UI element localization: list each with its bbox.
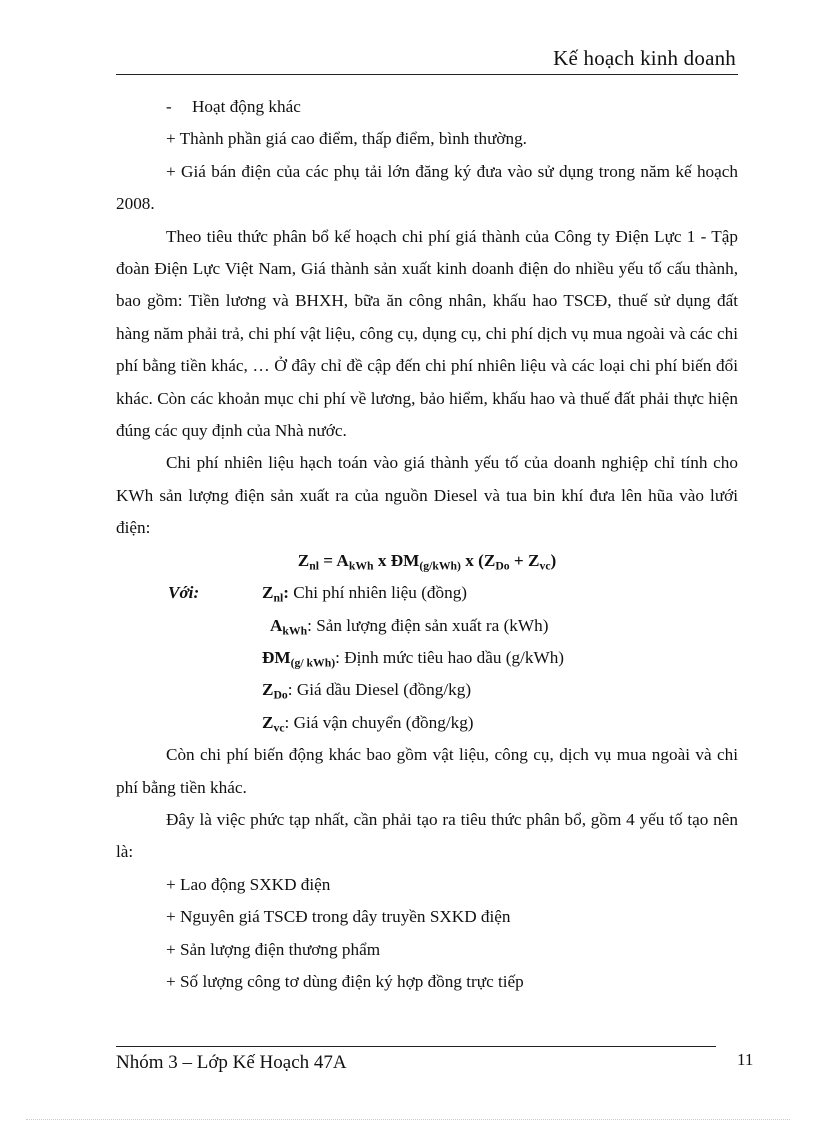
factor-item: + Nguyên giá TSCĐ trong dây truyền SXKD điện bbox=[166, 907, 511, 927]
definition-item bbox=[262, 707, 738, 739]
definition-subscript: nl bbox=[273, 591, 284, 605]
definition-row bbox=[116, 610, 738, 642]
definition-row bbox=[116, 707, 738, 739]
definition-description: Định mức tiêu hao dầu (g/kWh) bbox=[339, 647, 565, 667]
definition-item bbox=[262, 642, 738, 674]
item-other-label: Hoạt động khác bbox=[192, 97, 301, 116]
formula-close: ) bbox=[550, 550, 557, 570]
definition-description: Giá vận chuyển (đồng/kg) bbox=[289, 712, 474, 732]
definition-description: Sản lượng điện sản xuất ra (kWh) bbox=[311, 615, 549, 635]
definition-spacer bbox=[116, 610, 262, 642]
definition-symbol: Z bbox=[262, 712, 274, 732]
formula-times-paren: x ( bbox=[460, 550, 484, 570]
para-fuel-cost: Chi phí nhiên liệu hạch toán vào giá thành yếu tố của doanh nghiệp chỉ tính cho KWh sản lượng điện sản xuất ra của nguồn Diesel và tua bin khí đưa lên hũa vào lưới điện: bbox=[116, 453, 738, 538]
footer-text: Nhóm 3 – Lớp Kế Hoạch 47A bbox=[116, 1052, 347, 1073]
para-large-loads: + Giá bán điện của các phụ tải lớn đăng ký đưa vào sử dụng trong năm kế hoạch 2008. bbox=[116, 161, 738, 214]
formula-dm: ĐM bbox=[390, 550, 420, 570]
definition-spacer bbox=[116, 707, 262, 739]
document-body bbox=[116, 91, 738, 998]
definition-item bbox=[262, 577, 738, 609]
fuel-cost-formula bbox=[116, 545, 738, 577]
item-other bbox=[116, 91, 738, 123]
header-title: Kế hoạch kinh doanh bbox=[553, 46, 736, 70]
factor-item: + Lao động SXKD điện bbox=[166, 874, 331, 894]
definition-symbol: ĐM bbox=[262, 647, 291, 667]
formula-zvc: Z bbox=[528, 550, 540, 570]
para-variable: Còn chi phí biến động khác bao gồm vật liệu, công cụ, dịch vụ mua ngoài và chi phí bằng tiền khác. bbox=[116, 745, 738, 797]
definitions-intro: Với: bbox=[168, 583, 200, 603]
definition-subscript: (g/ kWh) bbox=[290, 656, 336, 670]
definition-separator: : bbox=[307, 615, 312, 635]
definition-subscript: vc bbox=[273, 720, 285, 734]
factor-item: + Số lượng công tơ dùng điện ký hợp đồng trực tiếp bbox=[166, 971, 524, 991]
formula-zdo: Z bbox=[483, 550, 496, 570]
formula-zvc-sub: vc bbox=[539, 558, 551, 572]
definition-subscript: Do bbox=[273, 688, 288, 702]
formula-plus: + bbox=[509, 550, 529, 570]
para-allocation: Theo tiêu thức phân bổ kế hoạch chi phí giá thành của Công ty Điện Lực 1 - Tập đoàn Điện Lực Việt Nam, Giá thành sản xuất kinh doanh điện do nhiều yếu tố cấu thành, bao gồm: Tiền lương và BHXH, bữa ăn công nhân, khấu hao TSCĐ, thuế sử dụng đất hàng năm phải trả, chi phí vật liệu, công cụ, dụng cụ, chi phí dịch vụ mua ngoài và các chi phí bằng tiền khác, … Ở đây chỉ đề cập đến chi phí nhiên liệu và các loại chi phí biến đổi khác. Còn các khoản mục chi phí về lương, bảo hiểm, khấu hao và thuế đất phải thực hiện đúng các quy định của Nhà nước. bbox=[116, 226, 738, 441]
definition-symbol: Z bbox=[262, 680, 274, 700]
formula-a-sub: kWh bbox=[348, 558, 374, 572]
formula-zdo-sub: Do bbox=[495, 558, 510, 572]
definition-symbol: A bbox=[270, 615, 283, 635]
para-complex: Đây là việc phức tạp nhất, cần phải tạo ra tiêu thức phân bổ, gồm 4 yếu tố tạo nên là: bbox=[116, 809, 738, 862]
formula-z: Z bbox=[297, 550, 310, 570]
page-number: 11 bbox=[737, 1050, 754, 1069]
definition-item bbox=[262, 674, 738, 706]
definition-spacer bbox=[116, 674, 262, 706]
definition-separator: : bbox=[284, 712, 290, 732]
factor-item: + Sản lượng điện thương phẩm bbox=[166, 939, 381, 959]
definition-separator: : bbox=[335, 647, 340, 667]
definition-item bbox=[262, 610, 738, 642]
definition-description: Chi phí nhiên liệu (đồng) bbox=[288, 583, 468, 603]
formula-eq: = bbox=[318, 550, 337, 570]
definition-spacer bbox=[116, 642, 262, 674]
formula-a: A bbox=[336, 550, 349, 570]
definition-subscript: kWh bbox=[282, 623, 308, 637]
definition-row bbox=[116, 577, 738, 609]
definition-row bbox=[116, 674, 738, 706]
formula-dm-sub: (g/kWh) bbox=[419, 558, 461, 572]
definition-row bbox=[116, 642, 738, 674]
formula-z-sub: nl bbox=[309, 558, 319, 572]
page-edge-dotted-line bbox=[26, 1119, 790, 1120]
formula-times: x bbox=[373, 550, 391, 570]
dash-bullet: - bbox=[166, 97, 172, 116]
footer-rule bbox=[116, 1046, 716, 1047]
definition-symbol: Z bbox=[262, 583, 274, 603]
definition-separator: : bbox=[283, 583, 289, 603]
header-rule bbox=[116, 74, 738, 75]
line-price-components: + Thành phần giá cao điểm, thấp điểm, bình thường. bbox=[166, 129, 527, 149]
definition-separator: : bbox=[287, 680, 293, 700]
definition-description: Giá dầu Diesel (đồng/kg) bbox=[292, 680, 472, 700]
